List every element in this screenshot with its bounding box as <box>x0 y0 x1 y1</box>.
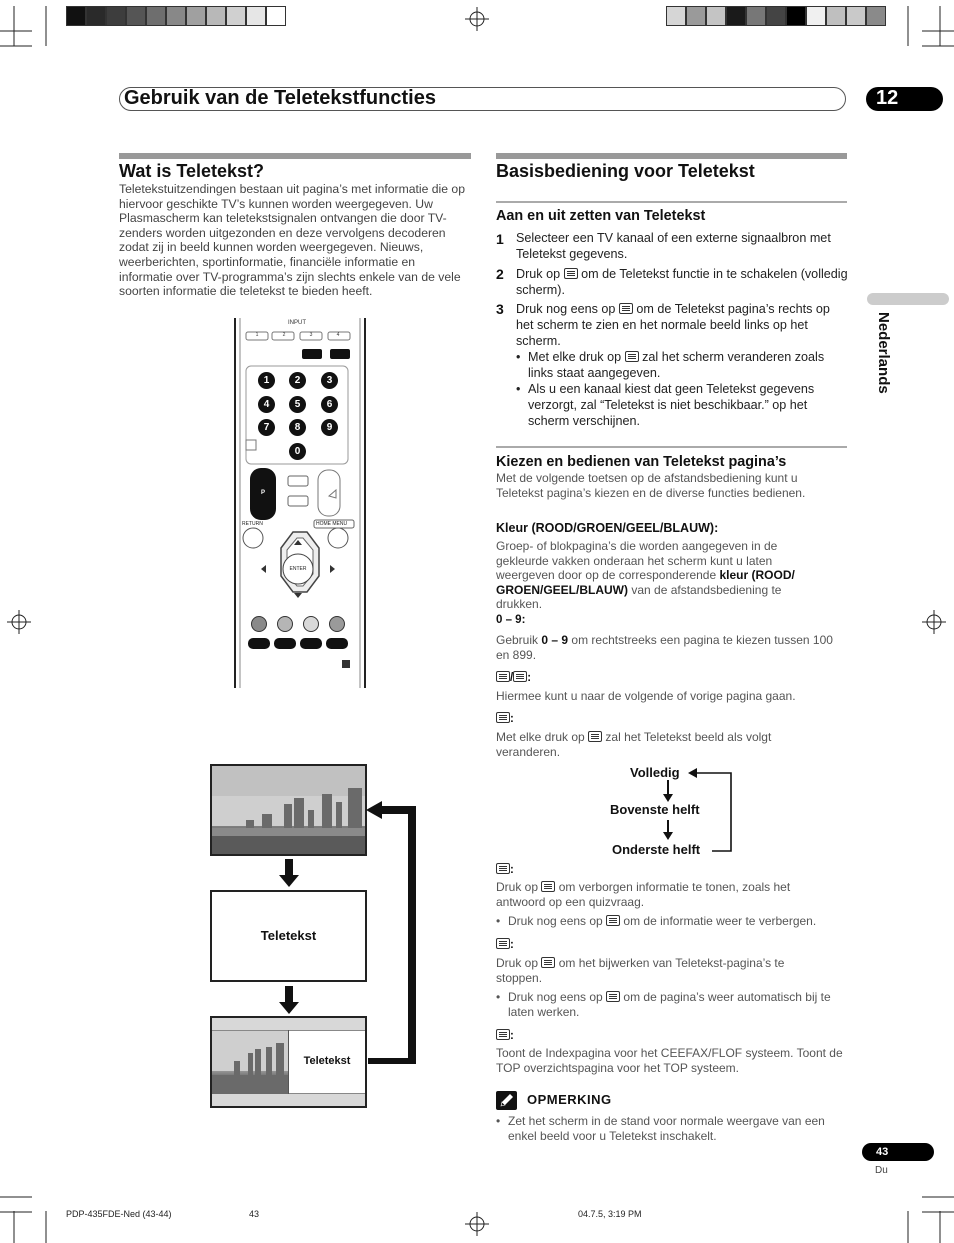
arrow-down-2 <box>279 986 299 1014</box>
reveal-bullet-post: om de informatie weer te verbergen. <box>623 914 817 928</box>
rule-2 <box>496 446 847 448</box>
kleur-text-b: van de afstandsbediening te drukken. <box>496 582 782 612</box>
remote-color-button <box>251 616 267 632</box>
remote-digit-button: 1 <box>258 372 275 389</box>
page-number-badge <box>862 1143 934 1161</box>
bullet-1-pre: Met elke druk op <box>528 350 622 364</box>
remote-color-button <box>277 616 293 632</box>
calibration-left-swatch <box>246 6 266 26</box>
step-1-number: 1 <box>496 231 504 247</box>
step-3-bullet-2: • Als u een kanaal kiest dat geen Teletekst gegevens verzorgt, zal “Teletekst is niet beschikbaar.” op het scherm verschijnen. <box>516 381 848 429</box>
footer-file: PDP-435FDE-Ned (43-44) <box>66 1209 172 1219</box>
calibration-left-swatch <box>166 6 186 26</box>
remote-control-illustration <box>232 318 366 688</box>
flow-onderste-helft: Onderste helft <box>612 842 701 857</box>
section-bar-left <box>119 153 471 159</box>
size-text-pre: Met elke druk op <box>496 730 585 744</box>
split-bottom-band <box>212 1093 365 1106</box>
hold-icon <box>496 938 510 949</box>
calibration-left-swatch <box>66 6 86 26</box>
chapter-number: 12 <box>876 87 899 109</box>
rule-1 <box>496 201 847 203</box>
calibration-left-swatch <box>186 6 206 26</box>
calibration-right-swatch <box>846 6 866 26</box>
step-3-pre: Druk nog eens op <box>516 302 616 316</box>
page-updown-heading: / : <box>496 671 531 684</box>
subtitle-kiezen: Kiezen en bedienen van Teletekst pagina’s <box>496 454 787 470</box>
page-title-bar <box>119 87 846 111</box>
hold-bullet: • Druk nog eens op om de pagina’s weer automatisch bij te laten werken. <box>496 990 831 1019</box>
step-3-number: 3 <box>496 301 504 317</box>
note-title: OPMERKING <box>527 1092 612 1107</box>
remote-color-button <box>329 616 345 632</box>
calibration-left-swatch <box>126 6 146 26</box>
remote-p-label: P <box>261 490 266 496</box>
step-2-post: om de Teletekst functie in te schakelen (volledig scherm). <box>516 267 848 297</box>
calibration-left-swatch <box>226 6 246 26</box>
step-2-text <box>516 266 848 298</box>
index-icon <box>496 1029 510 1040</box>
remote-digit-button: 8 <box>289 419 306 436</box>
bullet-2-text: Als u een kanaal kiest dat geen Teletekst gegevens verzorgt, zal “Teletekst is niet beschikbaar.” op het scherm verschijnen. <box>528 382 815 428</box>
teletext-button-icon <box>625 351 639 362</box>
remote-digit-button: 7 <box>258 419 275 436</box>
index-paragraph: Toont de Indexpagina voor het CEEFAX/FLOF systeem. Toont de TOP overzichtspagina voor het TOP systeem. <box>496 1046 843 1075</box>
digits-text-post: om rechtstreeks een pagina te kiezen tussen 100 en 899. <box>496 633 833 662</box>
flow-volledig: Volledig <box>630 765 680 780</box>
side-tab-language: Nederlands <box>875 312 892 394</box>
kleur-heading-main: (ROOD/GROEN/GEEL/BLAUW): <box>531 521 719 535</box>
size-heading: : <box>496 712 514 725</box>
reveal-bullet-pre: Druk nog eens op <box>508 914 603 928</box>
hold-heading: : <box>496 938 514 951</box>
remote-digit-button: 9 <box>321 419 338 436</box>
calibration-right-swatch <box>766 6 786 26</box>
index-heading: : <box>496 1029 514 1042</box>
digits-text-bold: 0 – 9 <box>541 633 569 647</box>
arrow-return-loop <box>362 800 422 1064</box>
split-city-image <box>212 1031 288 1094</box>
section-title-wat-is-teletekst: Wat is Teletekst? <box>119 161 265 181</box>
size-icon <box>588 731 602 742</box>
page-number: 43 <box>876 1146 889 1158</box>
kleur-paragraph <box>496 539 826 612</box>
hold-text-pre: Druk op <box>496 956 539 970</box>
digits-text-pre: Gebruik <box>496 633 539 647</box>
digits-heading: 0 – 9: <box>496 614 526 626</box>
subtitle-aan-uit: Aan en uit zetten van Teletekst <box>496 208 706 224</box>
calibration-right-swatch <box>706 6 726 26</box>
reveal-text-pre: Druk op <box>496 880 539 894</box>
hold-bullet-post: om de pagina’s weer automatisch bij te laten werken. <box>508 990 831 1019</box>
calibration-right-swatch <box>806 6 826 26</box>
remote-home-menu-label: HOME MENU <box>316 521 348 527</box>
section-bar-right <box>496 153 847 159</box>
reveal-icon <box>606 915 620 926</box>
calibration-left-swatch <box>206 6 226 26</box>
calibration-strip-left <box>66 6 286 26</box>
calibration-right-swatch <box>666 6 686 26</box>
flow-bovenste-helft: Bovenste helft <box>610 802 700 817</box>
remote-digit-button: 0 <box>289 443 306 460</box>
remote-input-button-label: 3 <box>309 332 313 338</box>
note-text: Zet het scherm in de stand voor normale weergave van een enkel beeld voor u Teletekst inschakelt. <box>508 1114 825 1143</box>
calibration-right-swatch <box>746 6 766 26</box>
calibration-right-swatch <box>686 6 706 26</box>
calibration-left-swatch <box>146 6 166 26</box>
size-text-post: zal het Teletekst beeld als volgt veranderen. <box>496 730 772 759</box>
city-image <box>212 766 365 854</box>
kleur-heading-small: Kleur <box>496 521 528 535</box>
remote-input-button-label: 4 <box>336 332 340 338</box>
remote-input-button-label: 2 <box>282 332 286 338</box>
reveal-bullet: • Druk nog eens op om de informatie weer te verbergen. <box>496 914 817 928</box>
calibration-right-swatch <box>726 6 746 26</box>
hold-text-post: om het bijwerken van Teletekst-pagina’s te stoppen. <box>496 956 785 985</box>
step-2-pre: Druk op <box>516 267 561 281</box>
step-2-number: 2 <box>496 266 504 282</box>
screen-normal-picture <box>210 764 367 856</box>
section-title-basisbediening: Basisbediening voor Teletekst <box>496 161 755 181</box>
kleur-text-bold: kleur (ROOD/ GROEN/GEEL/BLAUW) <box>496 568 795 597</box>
note-bullet: • Zet het scherm in de stand voor normale weergave van een enkel beeld voor u Teletekst inschakelt. <box>496 1114 846 1143</box>
calibration-left-swatch <box>266 6 286 26</box>
footer-date: 04.7.5, 3:19 PM <box>578 1209 642 1219</box>
intro-paragraph: Teletekstuitzendingen bestaan uit pagina’s met informatie die op hiervoor geschikte TV’s kunnen worden weergegeven. Uw Plasmascherm kan teletekstsignalen ontvangen die door TV-zenders worden uitgezonden en deze vervolgens decoderen zodat zij in beeld kunnen worden weergegeven. Nieuws, weerberichten, sportinformatie, financiële informatie en informatie over TV-programma’s zijn slechts enkele van de vele soorten informatie die teletekst te bieden heeft. <box>119 182 465 299</box>
remote-digit-button: 2 <box>289 372 306 389</box>
calibration-right-swatch <box>786 6 806 26</box>
remote-return-label: RETURN <box>242 521 263 527</box>
remote-digit-button: 6 <box>321 396 338 413</box>
page-title: Gebruik van de Teletekstfuncties <box>124 87 436 109</box>
hold-icon <box>606 991 620 1002</box>
size-paragraph <box>496 730 816 759</box>
step-3-bullet-1: • Met elke druk op zal het scherm veranderen zoals links staat aangegeven. <box>516 350 825 380</box>
reveal-icon <box>496 863 510 874</box>
flow-arrows <box>660 766 740 856</box>
footer-page: 43 <box>249 1209 260 1219</box>
size-icon <box>496 712 510 723</box>
screen-split-view <box>210 1016 367 1108</box>
remote-digit-button: 5 <box>289 396 306 413</box>
digits-paragraph <box>496 633 836 662</box>
reveal-heading: : <box>496 863 514 876</box>
sub2-intro: Met de volgende toetsen op de afstandsbediening kunt u Teletekst pagina’s kiezen en de diverse functies bedienen. <box>496 471 806 500</box>
side-tab-bar <box>867 293 949 305</box>
remote-enter-label: ENTER <box>289 566 307 572</box>
remote-input-button-label: 1 <box>255 332 259 338</box>
pencil-note-icon <box>496 1091 517 1110</box>
reveal-icon <box>541 881 555 892</box>
remote-input-label: INPUT <box>288 320 306 326</box>
hold-bullet-pre: Druk nog eens op <box>508 990 603 1004</box>
remote-digit-button: 3 <box>321 372 338 389</box>
step-3-text <box>516 301 848 349</box>
bullet-1-post: zal het scherm veranderen zoals links staat aangegeven. <box>528 350 825 380</box>
page-up-icon <box>496 671 510 682</box>
reveal-text-post: om verborgen informatie te tonen, zoals het antwoord op een quizvraag. <box>496 880 791 909</box>
step-1-text: Selecteer een TV kanaal of een externe signaalbron met Teletekst gegevens. <box>516 231 831 261</box>
page-heading-sep: / <box>510 672 514 684</box>
remote-color-button <box>303 616 319 632</box>
screen-teletext-label: Teletekst <box>260 928 317 943</box>
calibration-left-swatch <box>86 6 106 26</box>
split-teletext-label: Teletekst <box>303 1055 351 1067</box>
calibration-left-swatch <box>106 6 126 26</box>
calibration-right-swatch <box>866 6 886 26</box>
calibration-strip-right <box>666 6 886 26</box>
calibration-right-swatch <box>826 6 846 26</box>
kleur-heading <box>496 521 718 535</box>
screen-teletext-full <box>210 890 367 982</box>
page-down-icon <box>513 671 527 682</box>
teletext-button-icon <box>619 303 633 314</box>
teletext-button-icon <box>564 268 578 279</box>
page-language-code: Du <box>875 1165 888 1176</box>
kleur-text-a: Groep- of blokpagina’s die worden aangegeven in de gekleurde vakken onderaan het scherm kunt u laten weergeven door op de corresponderende <box>496 539 778 583</box>
hold-icon <box>541 957 555 968</box>
page-paragraph: Hiermee kunt u naar de volgende of vorige pagina gaan. <box>496 689 796 703</box>
reveal-paragraph <box>496 880 826 909</box>
remote-digit-button: 4 <box>258 396 275 413</box>
hold-paragraph <box>496 956 826 985</box>
step-3-post: om de Teletekst pagina’s rechts op het scherm te zien en het normale beeld links op het scherm. <box>516 302 830 348</box>
chapter-badge <box>866 87 943 111</box>
arrow-down-1 <box>279 859 299 887</box>
